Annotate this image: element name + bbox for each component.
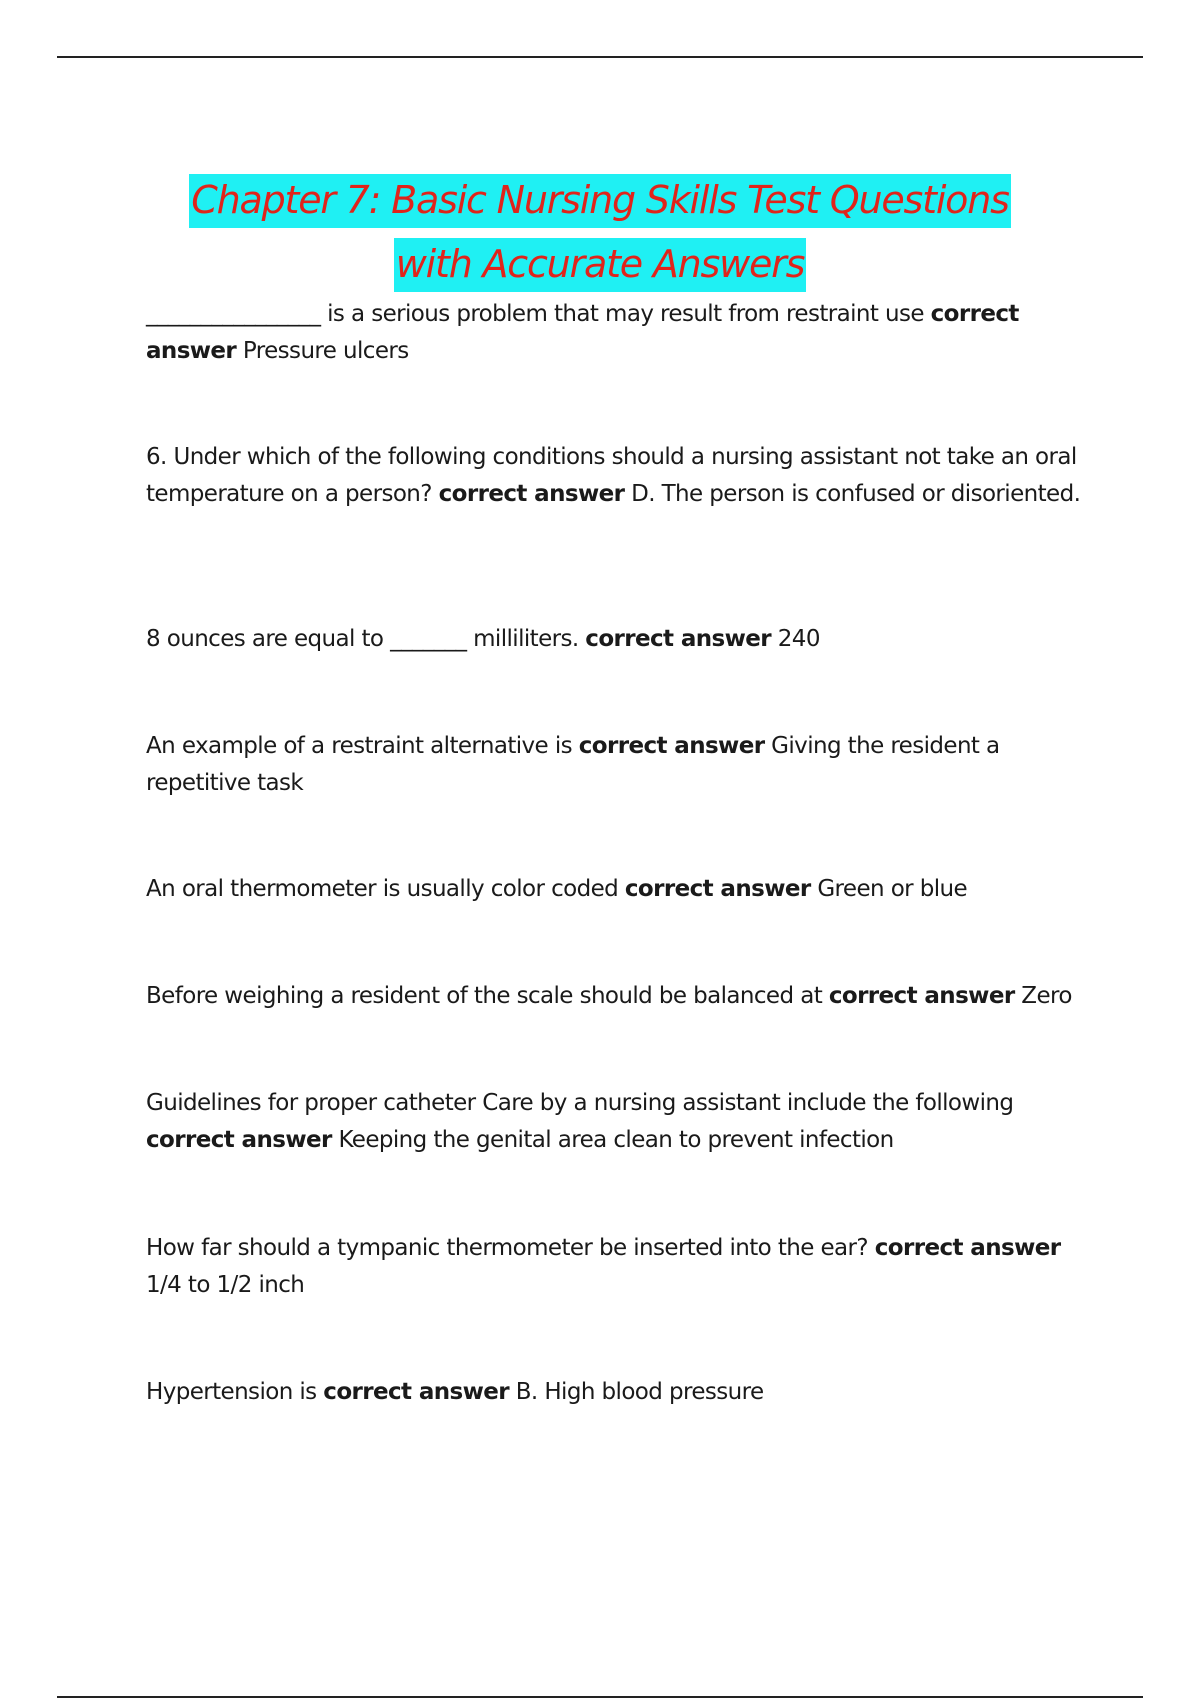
answer-text: 1/4 to 1/2 inch — [146, 1272, 305, 1298]
qa-item-5 — [146, 871, 1096, 908]
question-text: 8 ounces are equal to _______ milliliters. — [146, 626, 579, 652]
correct-answer-label: correct answer — [624, 876, 811, 902]
correct-answer-label: correct answer — [828, 983, 1015, 1009]
question-text: How far should a tympanic thermometer be inserted into the ear? — [146, 1235, 869, 1261]
answer-text: Giving the resident a repetitive task — [146, 733, 1000, 796]
correct-answer-label: correct answer — [585, 626, 772, 652]
answer-text: D. The person is confused or disoriented. — [631, 481, 1081, 507]
qa-item-1 — [146, 296, 1096, 370]
qa-item-4 — [146, 728, 1096, 802]
question-text: Hypertension is — [146, 1379, 317, 1405]
document-title — [100, 168, 1100, 296]
answer-text: B. High blood pressure — [515, 1379, 764, 1405]
answer-text: Green or blue — [817, 876, 968, 902]
title-line-1: Chapter 7: Basic Nursing Skills Test Questions — [189, 174, 1010, 228]
question-text: An example of a restraint alternative is — [146, 733, 572, 759]
correct-answer-label: correct answer — [323, 1379, 510, 1405]
answer-text: Pressure ulcers — [242, 338, 409, 364]
answer-text: Keeping the genital area clean to prevent infection — [338, 1127, 894, 1153]
correct-answer-label: correct answer — [438, 481, 625, 507]
title-line-2: with Accurate Answers — [394, 238, 806, 292]
correct-answer-label: correct answer — [578, 733, 765, 759]
correct-answer-label: correct answer — [874, 1235, 1061, 1261]
qa-item-2 — [146, 439, 1096, 513]
answer-text: 240 — [777, 626, 820, 652]
question-text: 6. Under which of the following conditions should a nursing assistant not take an oral temperature on a person? — [146, 444, 1077, 507]
question-text: ________________ is a serious problem that may result from restraint use — [146, 301, 924, 327]
bottom-rule — [57, 1696, 1143, 1698]
question-text: Before weighing a resident of the scale should be balanced at — [146, 983, 823, 1009]
qa-item-8 — [146, 1230, 1096, 1304]
answer-text: Zero — [1021, 983, 1072, 1009]
top-rule — [57, 56, 1143, 58]
correct-answer-label: correct answer — [146, 1127, 332, 1153]
qa-item-7 — [146, 1085, 1096, 1159]
correct-answer-label: correct answer — [146, 301, 1019, 364]
question-text: An oral thermometer is usually color coded — [146, 876, 619, 902]
question-text: Guidelines for proper catheter Care by a nursing assistant include the following — [146, 1090, 1014, 1116]
qa-item-3 — [146, 621, 1096, 658]
qa-item-6 — [146, 978, 1096, 1015]
qa-item-9 — [146, 1374, 1096, 1411]
